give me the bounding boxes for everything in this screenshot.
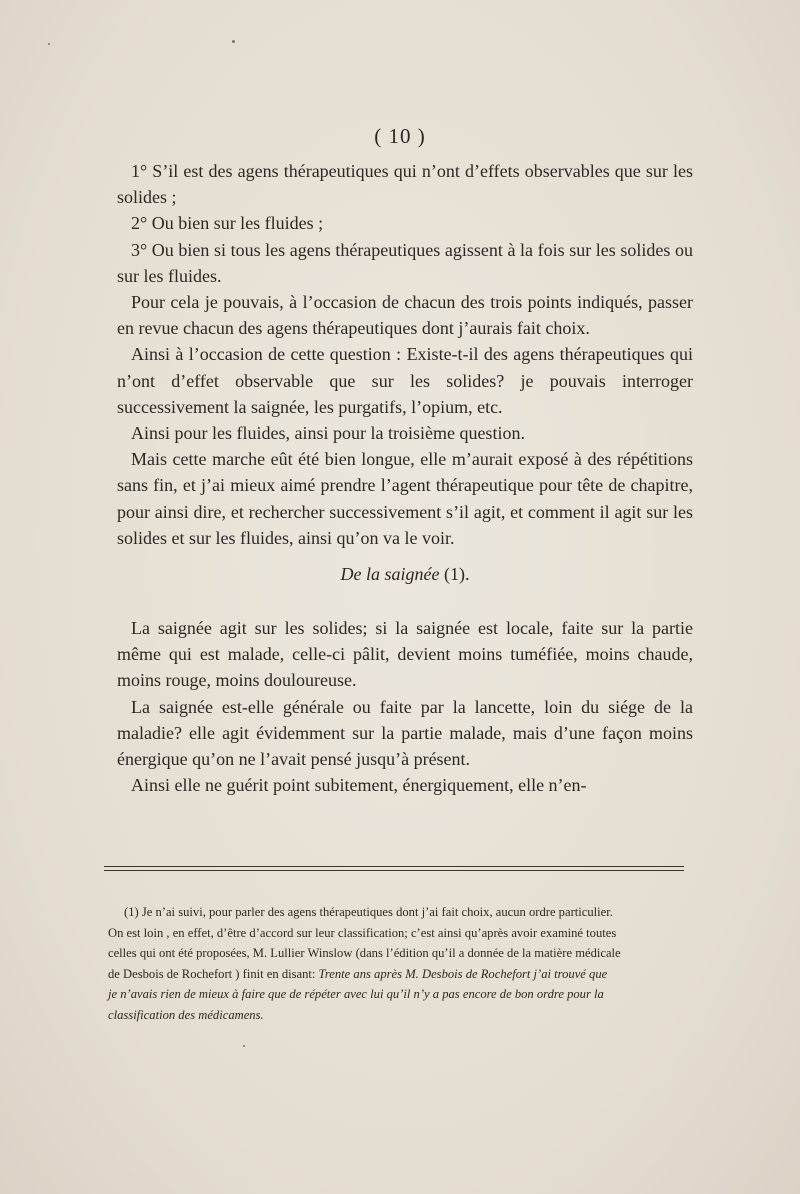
paragraph: Mais cette marche eût été bien longue, elle m’aurait exposé à des répétitions sans fin, et j’ai mieux aimé prendre l’agent thérapeutique pour tête de chapitre, pour ainsi dire, et rechercher successivement s’il agit, et comment il agit sur les solides et sur les fluides, ainsi qu’on va le voir. <box>117 449 693 548</box>
paragraph: Ainsi elle ne guérit point subitement, énergiquement, elle n’en- <box>131 775 587 796</box>
footnote-quote: classification des médicamens. <box>108 1007 264 1022</box>
footnote-quote: je n’avais rien de mieux à faire que de répéter avec lui qu’il n’y a pas encore de bon ordre pour la <box>108 987 604 1002</box>
section-title: De la saignée <box>340 564 440 585</box>
paragraph: 2° Ou bien sur les fluides ; <box>131 213 324 234</box>
footnote-divider <box>104 866 684 867</box>
paper-speck <box>243 1045 245 1047</box>
footnote-divider <box>104 870 684 871</box>
footnote-line: On est loin , en effet, d’être d’accord sur leur classification; c’est ainsi qu’après avoir examiné toutes <box>108 925 617 940</box>
footnote-quote: Trente ans après M. Desbois de Rochefort j’ai trouvé que <box>318 966 608 981</box>
paragraph: 3° Ou bien si tous les agens thérapeutiques agissent à la fois sur les solides ou sur les fluides. <box>117 239 693 286</box>
paragraph: Pour cela je pouvais, à l’occasion de chacun des trois points indiqués, passer en revue chacun des agens thérapeutiques dont j’aurais fait choix. <box>117 292 693 339</box>
paper-speck <box>232 40 235 43</box>
paragraph: La saignée agit sur les solides; si la saignée est locale, faite sur la partie même qui est malade, celle-ci pâlit, devient moins tuméfiée, moins chaude, moins rouge, moins douloureuse. <box>117 618 693 691</box>
footnote-text: de Desbois de Rochefort ) finit en disant: <box>108 966 319 981</box>
footnote-line <box>108 964 688 985</box>
section-heading <box>117 561 693 587</box>
footnote-line: (1) Je n’ai suivi, pour parler des agens thérapeutiques dont j’ai fait choix, aucun ordre particulier. <box>124 905 613 919</box>
page-number: ( 10 ) <box>374 124 426 148</box>
footnote <box>108 902 688 1026</box>
paragraph: La saignée est-elle générale ou faite par la lancette, loin du siége de la maladie? elle agit évidemment sur la partie malade, mais d’une façon moins énergique qu’on ne l’avait pensé jusqu’à présent. <box>117 696 693 770</box>
paragraph: Ainsi pour les fluides, ainsi pour la troisième question. <box>131 423 525 444</box>
paper-speck <box>48 43 50 45</box>
paragraph: Ainsi à l’occasion de cette question : Existe-t-il des agens thérapeutiques qui n’ont d’effet observable que sur les solides? je pouvais interroger successivement la saignée, les purgatifs, l’opium, etc. <box>117 344 693 417</box>
paragraph: 1° S’il est des agens thérapeutiques qui n’ont d’effets observables que sur les solides ; <box>117 161 693 208</box>
footnote-reference: (1). <box>439 564 470 585</box>
body-text <box>117 158 693 798</box>
footnote-line: celles qui ont été proposées, M. Lullier Winslow (dans l’édition qu’il a donnée de la matière médicale <box>108 946 621 961</box>
